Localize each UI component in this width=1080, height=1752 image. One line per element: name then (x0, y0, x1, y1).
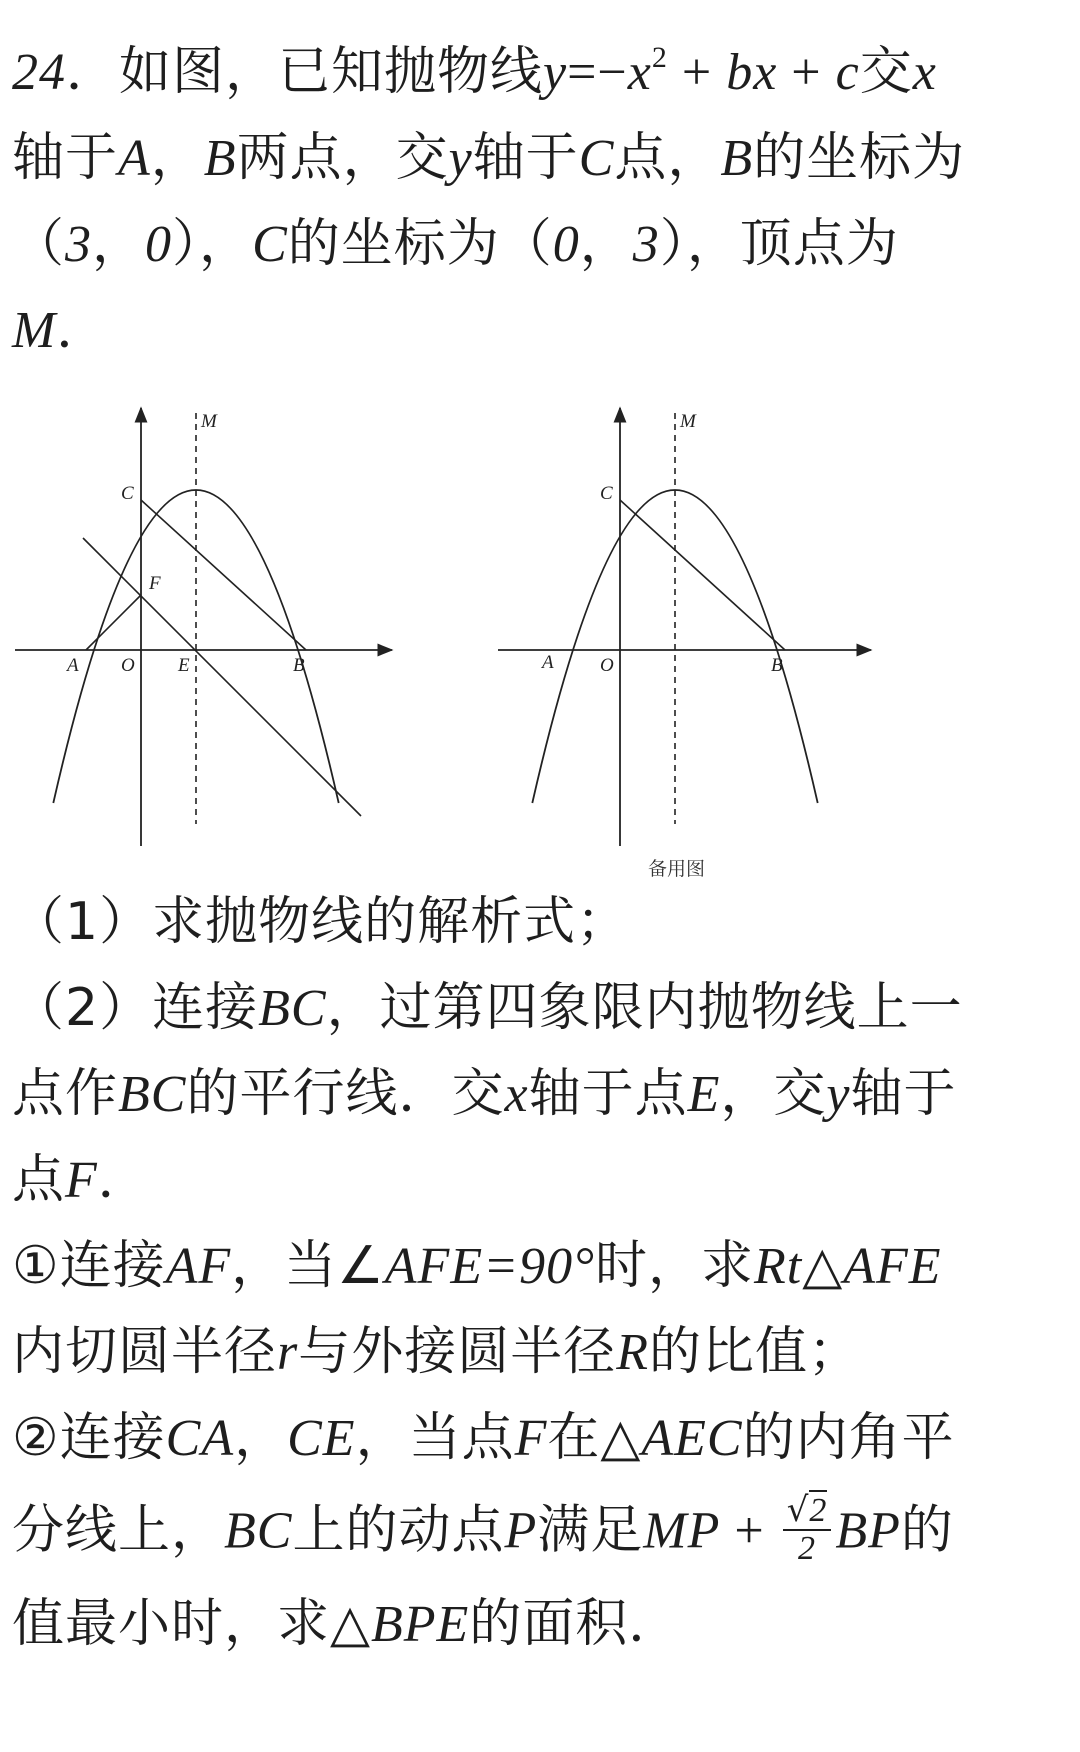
label-O: O (600, 655, 614, 676)
part-2-line-3: 点F． (12, 1150, 151, 1210)
label-M: M (680, 411, 696, 432)
sub-2-line-3: 值最小时，求△BPE的面积． (12, 1594, 682, 1654)
label-A: A (67, 655, 79, 676)
label-B: B (293, 655, 305, 676)
sub-2-line-1: ②连接CA，CE，当点F在△AEC的内角平 (12, 1408, 955, 1468)
line-EF (83, 538, 361, 816)
label-C: C (121, 483, 134, 504)
figure-backup (498, 408, 871, 880)
part-1: （1）求抛物线的解析式； (12, 892, 630, 952)
label-A: A (542, 652, 554, 673)
label-E: E (178, 655, 190, 676)
problem-intro-line-3: （3，0），C的坐标为（0，3），顶点为 (12, 214, 899, 274)
line-BC (620, 500, 785, 650)
label-F: F (149, 573, 161, 594)
part-2-line-1: （2）连接BC，过第四象限内抛物线上一 (12, 978, 963, 1038)
label-O: O (121, 655, 135, 676)
figure-caption: 备用图 (648, 858, 706, 880)
figures (0, 398, 1080, 898)
label-B: B (771, 655, 783, 676)
sub-1-line-2: 内切圆半径r与外接圆半径R的比值； (12, 1322, 862, 1382)
part-2-line-2: 点作BC的平行线．交x轴于点E，交y轴于 (12, 1064, 957, 1124)
problem-intro-line-2: 轴于A，B两点，交y轴于C点，B的坐标为 (12, 128, 966, 188)
problem-intro-line-1: 24．如图，已知抛物线$y=-x^2$ + bx + c交x (12, 41, 937, 102)
sub-1-line-1: ①连接AF，当∠AFE=90°时，求Rt△AFE (12, 1236, 942, 1296)
problem-number: 24 (12, 44, 66, 101)
label-M: M (201, 411, 217, 432)
radical-sign: √ (786, 1490, 810, 1530)
line-AF (86, 595, 141, 650)
problem-intro-line-4: M． (12, 300, 110, 360)
fraction-sqrt2-over-2: $\frac{√2}{2}$ (783, 1492, 832, 1567)
line-BC (141, 500, 306, 650)
figure-main (15, 408, 392, 846)
label-C: C (600, 483, 613, 504)
sub-2-line-2: 分线上，BC上的动点P满足MP + $\frac{√2}{2}$ BP的 (12, 1490, 954, 1567)
